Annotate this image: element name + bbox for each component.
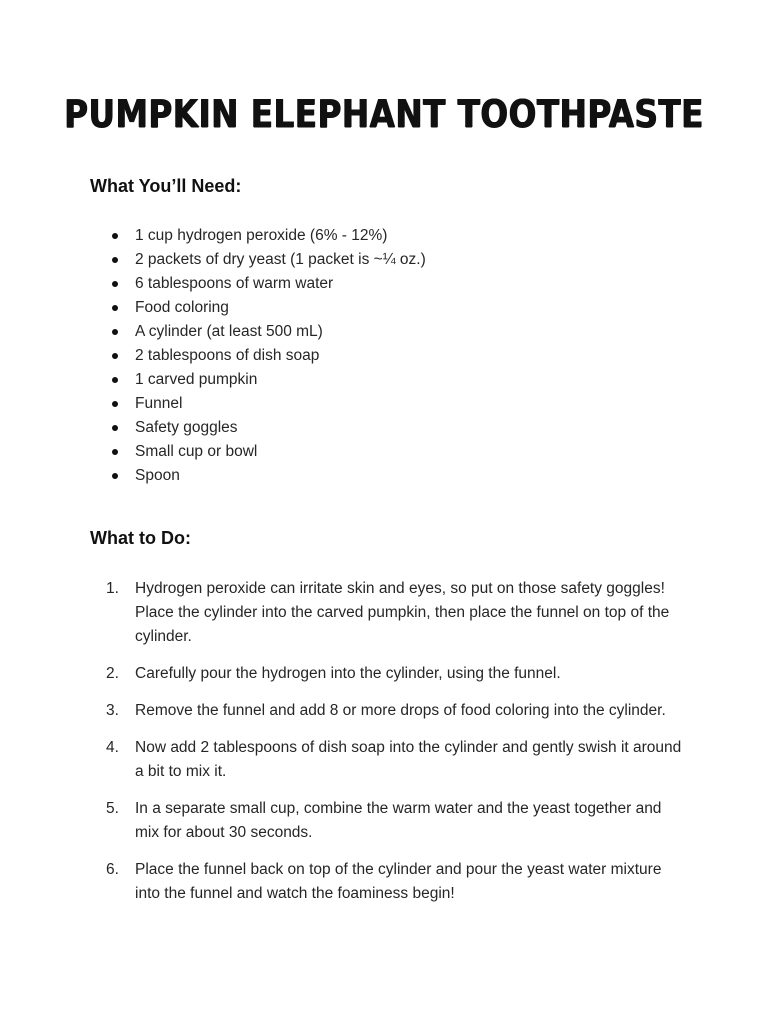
bullet-icon (112, 233, 118, 239)
needs-item-label: Food coloring (135, 299, 229, 316)
step-text: Now add 2 tablespoons of dish soap into the cylinder and gently swish it around a bit to mix it. (135, 739, 682, 780)
step-number: 3. (106, 702, 119, 719)
step-item (106, 797, 686, 845)
list-item (112, 392, 712, 416)
needs-item-label: 1 cup hydrogen peroxide (6% - 12%) (135, 227, 388, 244)
list-item (112, 416, 712, 440)
bullet-icon (112, 449, 118, 455)
step-text: Hydrogen peroxide can irritate skin and eyes, so put on those safety goggles! Place the cylinder into the carved pumpkin, then place the funnel on top of the cylinder. (135, 580, 670, 645)
needs-item-label: Funnel (135, 395, 183, 412)
list-item (112, 440, 712, 464)
list-item (112, 320, 712, 344)
list-item (112, 344, 712, 368)
step-text: Place the funnel back on top of the cylinder and pour the yeast water mixture into the funnel and watch the foaminess begin! (135, 861, 662, 902)
step-item (106, 662, 686, 686)
step-item (106, 736, 686, 784)
list-item (112, 464, 712, 488)
needs-heading: What You’ll Need: (90, 176, 242, 196)
bullet-icon (112, 473, 118, 479)
list-item (112, 224, 712, 248)
todo-heading: What to Do: (90, 528, 191, 548)
needs-item-label: Small cup or bowl (135, 443, 258, 460)
bullet-icon (112, 305, 118, 311)
bullet-icon (112, 281, 118, 287)
step-item (106, 699, 686, 723)
needs-item-label: Spoon (135, 467, 180, 484)
needs-item-label: 6 tablespoons of warm water (135, 275, 334, 292)
list-item (112, 368, 712, 392)
needs-item-label: Safety goggles (135, 419, 238, 436)
bullet-icon (112, 353, 118, 359)
page-title: PUMPKIN ELEPHANT TOOTHPASTE (64, 92, 704, 136)
bullet-icon (112, 329, 118, 335)
step-text: Carefully pour the hydrogen into the cylinder, using the funnel. (135, 665, 561, 682)
list-item (112, 296, 712, 320)
step-item (106, 577, 686, 649)
bullet-icon (112, 401, 118, 407)
needs-item-label: 2 packets of dry yeast (1 packet is ~¼ oz.) (135, 251, 426, 268)
needs-item-label: A cylinder (at least 500 mL) (135, 323, 323, 340)
step-item (106, 858, 686, 906)
step-number: 5. (106, 800, 119, 817)
needs-list (112, 224, 712, 488)
bullet-icon (112, 257, 118, 263)
step-number: 1. (106, 580, 119, 597)
step-text: Remove the funnel and add 8 or more drops of food coloring into the cylinder. (135, 702, 666, 719)
bullet-icon (112, 425, 118, 431)
bullet-icon (112, 377, 118, 383)
needs-item-label: 2 tablespoons of dish soap (135, 347, 320, 364)
step-number: 2. (106, 665, 119, 682)
list-item (112, 272, 712, 296)
step-number: 4. (106, 739, 119, 756)
step-number: 6. (106, 861, 119, 878)
needs-item-label: 1 carved pumpkin (135, 371, 258, 388)
step-text: In a separate small cup, combine the warm water and the yeast together and mix for about 30 seconds. (135, 800, 662, 841)
steps-list (106, 577, 686, 919)
list-item (112, 248, 712, 272)
